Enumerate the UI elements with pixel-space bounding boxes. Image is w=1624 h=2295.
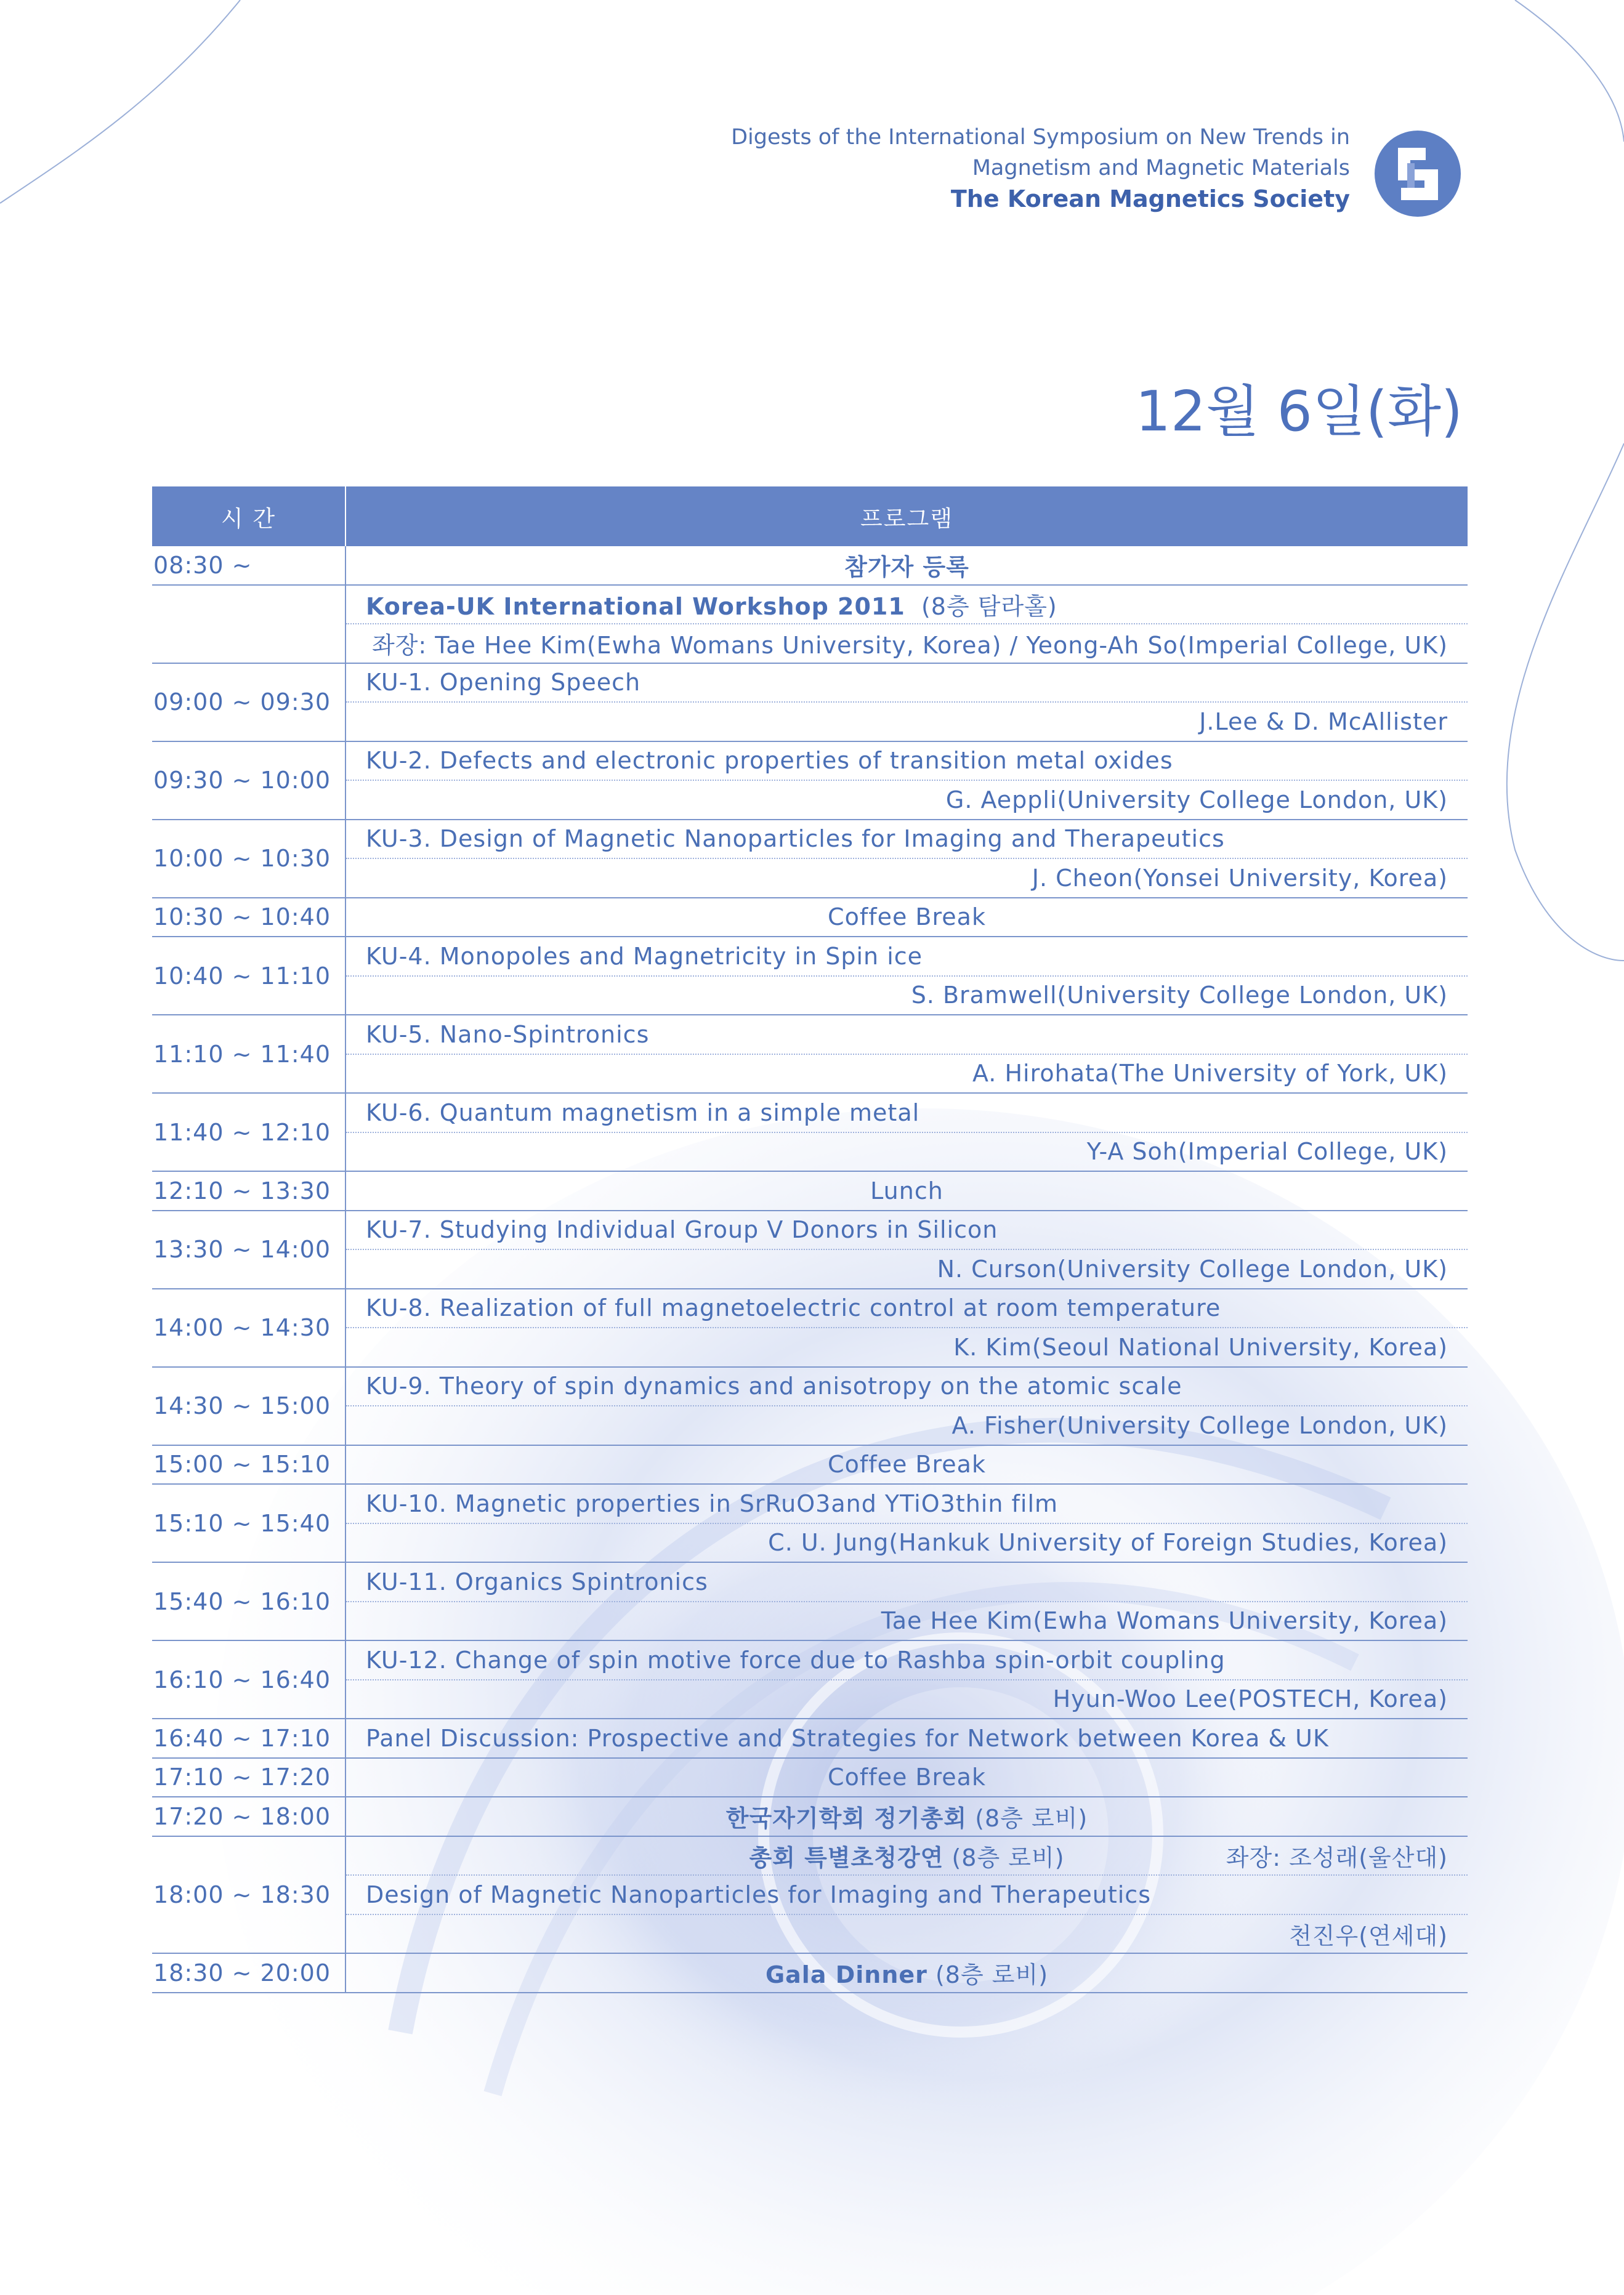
table-row	[152, 1289, 1468, 1328]
plenary-speaker-row	[152, 1914, 1468, 1954]
workshop-title-row	[152, 585, 1468, 624]
time-cell: 10:30 ~ 10:40	[152, 898, 345, 937]
talk-speaker: C. U. Jung(Hankuk University of Foreign Studies, Korea)	[345, 1523, 1468, 1563]
talk-title: KU-6. Quantum magnetism in a simple metal	[345, 1093, 1468, 1132]
talk-speaker: Hyun-Woo Lee(POSTECH, Korea)	[345, 1680, 1468, 1719]
table-row	[152, 1132, 1468, 1172]
table-row	[152, 1367, 1468, 1406]
assembly-room: (8층 로비)	[975, 1805, 1088, 1833]
talk-title: KU-3. Design of Magnetic Nanoparticles for Imaging and Therapeutics	[345, 820, 1468, 859]
plenary-title-row	[152, 1836, 1468, 1876]
table-row	[152, 1328, 1468, 1367]
time-cell: 08:30 ~	[152, 546, 345, 585]
workshop-title	[345, 585, 1468, 624]
time-cell: 16:40 ~ 17:10	[152, 1719, 345, 1758]
talk-title: KU-12. Change of spin motive force due to Rashba spin-orbit coupling	[345, 1640, 1468, 1680]
page-date-title: 12월 6일(화)	[1135, 379, 1463, 444]
talk-title: KU-9. Theory of spin dynamics and anisotropy on the atomic scale	[345, 1367, 1468, 1406]
talk-speaker: S. Bramwell(University College London, UK)	[345, 976, 1468, 1015]
time-cell: 18:00 ~ 18:30	[152, 1836, 345, 1954]
journal-header	[731, 122, 1350, 214]
time-cell: 12:10 ~ 13:30	[152, 1171, 345, 1211]
workshop-chairs: 좌장: Tae Hee Kim(Ewha Womans University, Korea) / Yeong-Ah So(Imperial College, UK)	[345, 624, 1468, 663]
plenary-talk-row	[152, 1875, 1468, 1914]
talk-speaker: A. Fisher(University College London, UK)	[345, 1406, 1468, 1445]
time-cell: 09:00 ~ 09:30	[152, 663, 345, 741]
time-cell: 13:30 ~ 14:00	[152, 1211, 345, 1289]
header-line-1: Digests of the International Symposium on New Trends in	[731, 125, 1350, 150]
table-row	[152, 937, 1468, 976]
coffee-break-row	[152, 1758, 1468, 1797]
talk-title: KU-4. Monopoles and Magnetricity in Spin ice	[345, 937, 1468, 976]
time-cell: 11:40 ~ 12:10	[152, 1093, 345, 1171]
header-line-2: Magnetism and Magnetic Materials	[972, 156, 1350, 180]
registration-row	[152, 546, 1468, 585]
table-row	[152, 1640, 1468, 1680]
table-row	[152, 1523, 1468, 1563]
workshop-room: (8층 탐라홀)	[921, 592, 1057, 620]
time-cell: 15:40 ~ 16:10	[152, 1562, 345, 1640]
dinner-label	[345, 1953, 1468, 1993]
time-column-header: 시 간	[152, 486, 345, 546]
table-row	[152, 1249, 1468, 1289]
talk-speaker: K. Kim(Seoul National University, Korea)	[345, 1328, 1468, 1367]
time-cell: 15:00 ~ 15:10	[152, 1445, 345, 1485]
coffee-break-row	[152, 1445, 1468, 1485]
time-cell-empty	[152, 585, 345, 663]
talk-title: KU-10. Magnetic properties in SrRuO3and YTiO3thin film	[345, 1484, 1468, 1523]
society-name: The Korean Magnetics Society	[950, 185, 1350, 212]
table-header-row	[152, 486, 1468, 546]
workshop-chairs-row	[152, 624, 1468, 663]
talk-title: KU-7. Studying Individual Group V Donors in Silicon	[345, 1211, 1468, 1250]
talk-speaker: J.Lee & D. McAllister	[345, 702, 1468, 741]
schedule-table	[152, 486, 1468, 1993]
plenary-talk: Design of Magnetic Nanoparticles for Imaging and Therapeutics	[345, 1875, 1468, 1914]
assembly-label	[345, 1797, 1468, 1836]
plenary-speaker: 천진우(연세대)	[345, 1914, 1468, 1954]
table-row	[152, 858, 1468, 898]
time-cell: 17:20 ~ 18:00	[152, 1797, 345, 1836]
panel-discussion-row	[152, 1719, 1468, 1758]
program-column-header: 프로그램	[345, 486, 1468, 546]
plenary-room: (8층 로비)	[951, 1844, 1065, 1871]
time-cell: 11:10 ~ 11:40	[152, 1015, 345, 1093]
table-row	[152, 1484, 1468, 1523]
lunch-row	[152, 1171, 1468, 1211]
table-row	[152, 1602, 1468, 1641]
panel-label: Panel Discussion: Prospective and Strategies for Network between Korea & UK	[345, 1719, 1468, 1758]
table-row	[152, 702, 1468, 741]
time-cell: 15:10 ~ 15:40	[152, 1484, 345, 1562]
talk-title: KU-11. Organics Spintronics	[345, 1562, 1468, 1602]
time-cell: 18:30 ~ 20:00	[152, 1953, 345, 1993]
time-cell: 10:00 ~ 10:30	[152, 820, 345, 898]
talk-title: KU-5. Nano-Spintronics	[345, 1015, 1468, 1054]
break-label: Coffee Break	[345, 1758, 1468, 1797]
table-row	[152, 1054, 1468, 1094]
coffee-break-row	[152, 898, 1468, 937]
table-row	[152, 780, 1468, 820]
table-row	[152, 1093, 1468, 1132]
plenary-title: 총회 특별초청강연	[749, 1844, 944, 1871]
talk-speaker: N. Curson(University College London, UK)	[345, 1249, 1468, 1289]
general-assembly-row	[152, 1797, 1468, 1836]
talk-title: KU-2. Defects and electronic properties of transition metal oxides	[345, 741, 1468, 781]
time-cell: 17:10 ~ 17:20	[152, 1758, 345, 1797]
lunch-label: Lunch	[345, 1171, 1468, 1211]
dinner-title: Gala Dinner	[765, 1961, 927, 1989]
talk-title: KU-1. Opening Speech	[345, 663, 1468, 703]
plenary-header	[345, 1836, 1468, 1876]
time-cell: 14:00 ~ 14:30	[152, 1289, 345, 1367]
time-cell: 14:30 ~ 15:00	[152, 1367, 345, 1445]
dinner-room: (8층 로비)	[935, 1961, 1049, 1989]
society-logo-icon	[1373, 129, 1463, 219]
table-row	[152, 820, 1468, 859]
talk-speaker: Y-A Soh(Imperial College, UK)	[345, 1132, 1468, 1172]
assembly-title: 한국자기학회 정기총회	[725, 1805, 968, 1833]
break-label: Coffee Break	[345, 1445, 1468, 1485]
talk-speaker: G. Aeppli(University College London, UK)	[345, 780, 1468, 820]
talk-title: KU-8. Realization of full magnetoelectric control at room temperature	[345, 1289, 1468, 1328]
table-row	[152, 1680, 1468, 1719]
table-row	[152, 976, 1468, 1015]
table-row	[152, 1211, 1468, 1250]
table-row	[152, 663, 1468, 703]
registration-label: 참가자 등록	[345, 546, 1468, 585]
plenary-chair: 좌장: 조성래(울산대)	[1226, 1844, 1448, 1871]
table-row	[152, 741, 1468, 781]
talk-speaker: A. Hirohata(The University of York, UK)	[345, 1054, 1468, 1094]
break-label: Coffee Break	[345, 898, 1468, 937]
time-cell: 09:30 ~ 10:00	[152, 741, 345, 820]
table-row	[152, 1015, 1468, 1054]
time-cell: 16:10 ~ 16:40	[152, 1640, 345, 1719]
gala-dinner-row	[152, 1953, 1468, 1993]
time-cell: 10:40 ~ 11:10	[152, 937, 345, 1015]
talk-speaker: J. Cheon(Yonsei University, Korea)	[345, 858, 1468, 898]
workshop-name: Korea-UK International Workshop 2011	[366, 592, 905, 620]
table-row	[152, 1562, 1468, 1602]
talk-speaker: Tae Hee Kim(Ewha Womans University, Korea)	[345, 1602, 1468, 1641]
table-row	[152, 1406, 1468, 1445]
